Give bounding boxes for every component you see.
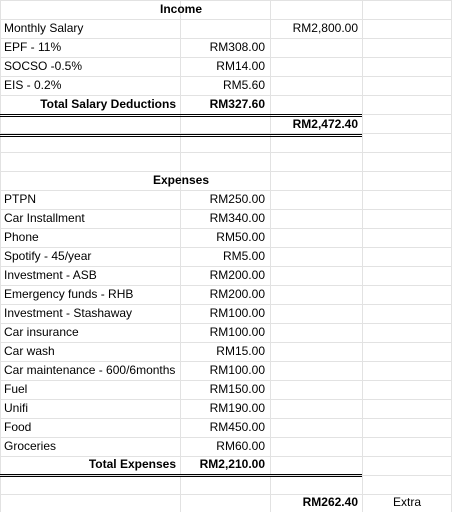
income-row-label[interactable]: EIS - 0.2% — [4, 78, 62, 92]
income-row-amount[interactable]: RM308.00 — [209, 40, 265, 54]
expense-row-label[interactable]: Spotify - 45/year — [4, 249, 92, 263]
income-row-label[interactable]: EPF - 11% — [4, 40, 62, 54]
expense-row-label[interactable]: PTPN — [4, 192, 37, 206]
balance-note[interactable]: Extra — [392, 495, 421, 509]
income-row-label[interactable]: Monthly Salary — [4, 21, 84, 35]
double-underline — [0, 134, 362, 137]
expense-row-amount[interactable]: RM150.00 — [209, 382, 265, 396]
income-row-label[interactable]: SOCSO -0.5% — [4, 59, 83, 73]
expense-row-amount[interactable]: RM250.00 — [209, 192, 265, 206]
expense-row-label[interactable]: Food — [4, 420, 32, 434]
grid-column-line — [270, 0, 271, 512]
total-deductions-label[interactable]: Total Salary Deductions — [40, 97, 176, 111]
grid-row-line — [0, 152, 452, 153]
expense-row-amount[interactable]: RM450.00 — [209, 420, 265, 434]
expense-row-label[interactable]: Fuel — [4, 382, 28, 396]
expense-row-label[interactable]: Car insurance — [4, 325, 79, 339]
expense-row-label[interactable]: Car Installment — [4, 211, 85, 225]
expense-row-amount[interactable]: RM340.00 — [209, 211, 265, 225]
expense-row-label[interactable]: Investment - Stashaway — [4, 306, 133, 320]
expenses-header[interactable]: Expenses — [152, 173, 210, 187]
expense-row-amount[interactable]: RM100.00 — [209, 306, 265, 320]
expense-row-amount[interactable]: RM100.00 — [209, 325, 265, 339]
expense-row-amount[interactable]: RM60.00 — [216, 439, 265, 453]
expense-row-amount[interactable]: RM100.00 — [209, 363, 265, 377]
net-salary-amount[interactable]: RM2,472.40 — [292, 117, 358, 131]
expense-row-label[interactable]: Phone — [4, 230, 39, 244]
expense-row-amount[interactable]: RM200.00 — [209, 268, 265, 282]
expense-row-label[interactable]: Unifi — [4, 401, 29, 415]
income-row-amount[interactable]: RM5.60 — [222, 78, 265, 92]
expense-row-label[interactable]: Car maintenance - 600/6months — [4, 363, 176, 377]
expense-row-amount[interactable]: RM190.00 — [209, 401, 265, 415]
expense-row-label[interactable]: Investment - ASB — [4, 268, 97, 282]
monthly-salary-amount[interactable]: RM2,800.00 — [292, 21, 358, 35]
expense-row-amount[interactable]: RM5.00 — [222, 249, 265, 263]
balance-amount[interactable]: RM262.40 — [302, 495, 358, 509]
grid-column-line — [362, 0, 363, 512]
income-header[interactable]: Income — [159, 2, 202, 16]
total-expenses-label[interactable]: Total Expenses — [88, 457, 176, 471]
expense-row-label[interactable]: Emergency funds - RHB — [4, 287, 134, 301]
expense-row-amount[interactable]: RM15.00 — [216, 344, 265, 358]
total-deductions-amount[interactable]: RM327.60 — [209, 97, 265, 111]
expense-row-amount[interactable]: RM200.00 — [209, 287, 265, 301]
income-row-amount[interactable]: RM14.00 — [216, 59, 265, 73]
expense-row-label[interactable]: Car wash — [4, 344, 55, 358]
total-expenses-amount[interactable]: RM2,210.00 — [199, 457, 265, 471]
grid-column-line — [0, 0, 1, 512]
expense-row-amount[interactable]: RM50.00 — [216, 230, 265, 244]
expense-row-label[interactable]: Groceries — [4, 439, 57, 453]
double-underline — [0, 474, 362, 477]
